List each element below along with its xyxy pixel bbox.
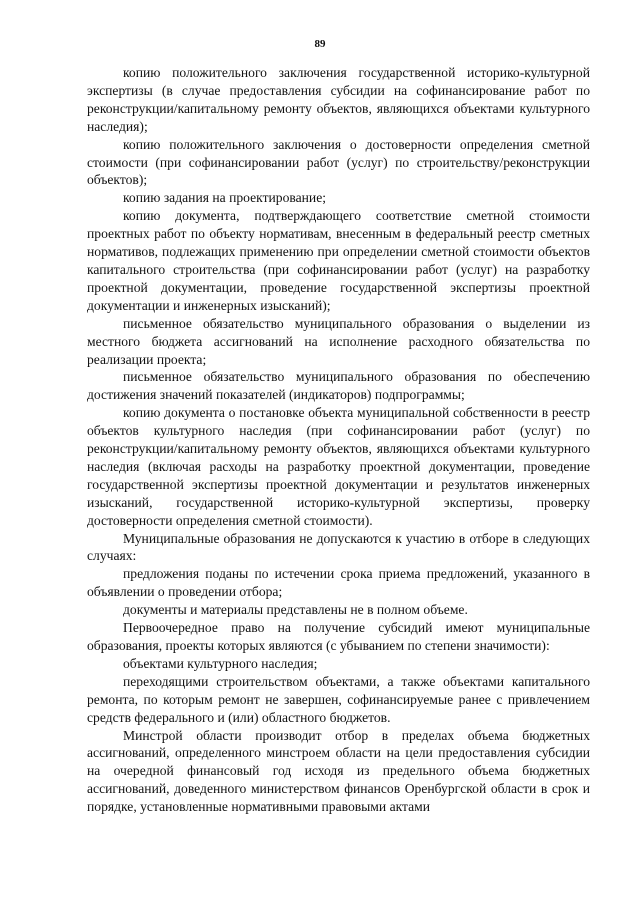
paragraph: предложения поданы по истечении срока приема предложений, указанного в объявлении о проведении отбора;: [87, 566, 590, 600]
paragraph: Минстрой области производит отбор в пределах объема бюджетных ассигнований, определенного минстроем области на цели предоставления субсидии на очередной финансовый год исходя из предельного объема бюджетных ассигнований, доведенного министерством финансов Оренбургской области в срок и порядке, установленные нормативными правовыми актами: [87, 727, 590, 815]
paragraph: переходящими строительством объектами, а также объектами капитального ремонта, по которым ремонт не завершен, софинансируемые ранее с привлечением средств федерального и (или) областного бюджетов.: [87, 673, 590, 725]
paragraph: Муниципальные образования не допускаются к участию в отборе в следующих случаях:: [87, 530, 590, 564]
paragraph: копию задания на проектирование;: [123, 190, 327, 206]
paragraph: копию положительного заключения о достоверности определения сметной стоимости (при софинансировании работ (услуг) по строительству/реконструкции объектов);: [87, 136, 590, 188]
paragraph: объектами культурного наследия;: [123, 655, 318, 671]
paragraph: копию документа о постановке объекта муниципальной собственности в реестр объектов культурного наследия (при софинансировании работ (услуг) по реконструкции/капитальному ремонту объектов, являющихся объектами культурного наследия (включая расходы на разработку проектной документации, проведение государственной экспертизы проектной документации и результатов инженерных изысканий, государственной историко-культурной экспертизы, проверку достоверности определения сметной стоимости).: [87, 405, 590, 528]
paragraph: Первоочередное право на получение субсидий имеют муниципальные образования, проекты которых являются (с убыванием по степени значимости):: [87, 620, 590, 653]
paragraph: копию положительного заключения государственной историко-культурной экспертизы (в случае предоставления субсидии на софинансирование работ по реконструкции/капитальному ремонту объектов, являющихся объектами культурного наследия);: [87, 65, 590, 134]
page-number: 89: [314, 38, 326, 50]
paragraph: письменное обязательство муниципального образования по обеспечению достижения значений показателей (индикаторов) подпрограммы;: [87, 369, 590, 403]
paragraph: письменное обязательство муниципального образования о выделении из местного бюджета ассигнований на исполнение расходного обязательства по реализации проекта;: [87, 315, 590, 367]
document-body: [87, 64, 590, 816]
paragraph: документы и материалы представлены не в полном объеме.: [123, 602, 468, 618]
paragraph: копию документа, подтверждающего соответствие сметной стоимости проектных работ по объекту нормативам, внесенным в федеральный реестр сметных нормативов, подлежащих применению при определении сметной стоимости объектов капитального строительства (при софинансировании работ (услуг) на разработку проектной документации, проведение государственной экспертизы проектной документации и инженерных изысканий);: [87, 208, 590, 313]
